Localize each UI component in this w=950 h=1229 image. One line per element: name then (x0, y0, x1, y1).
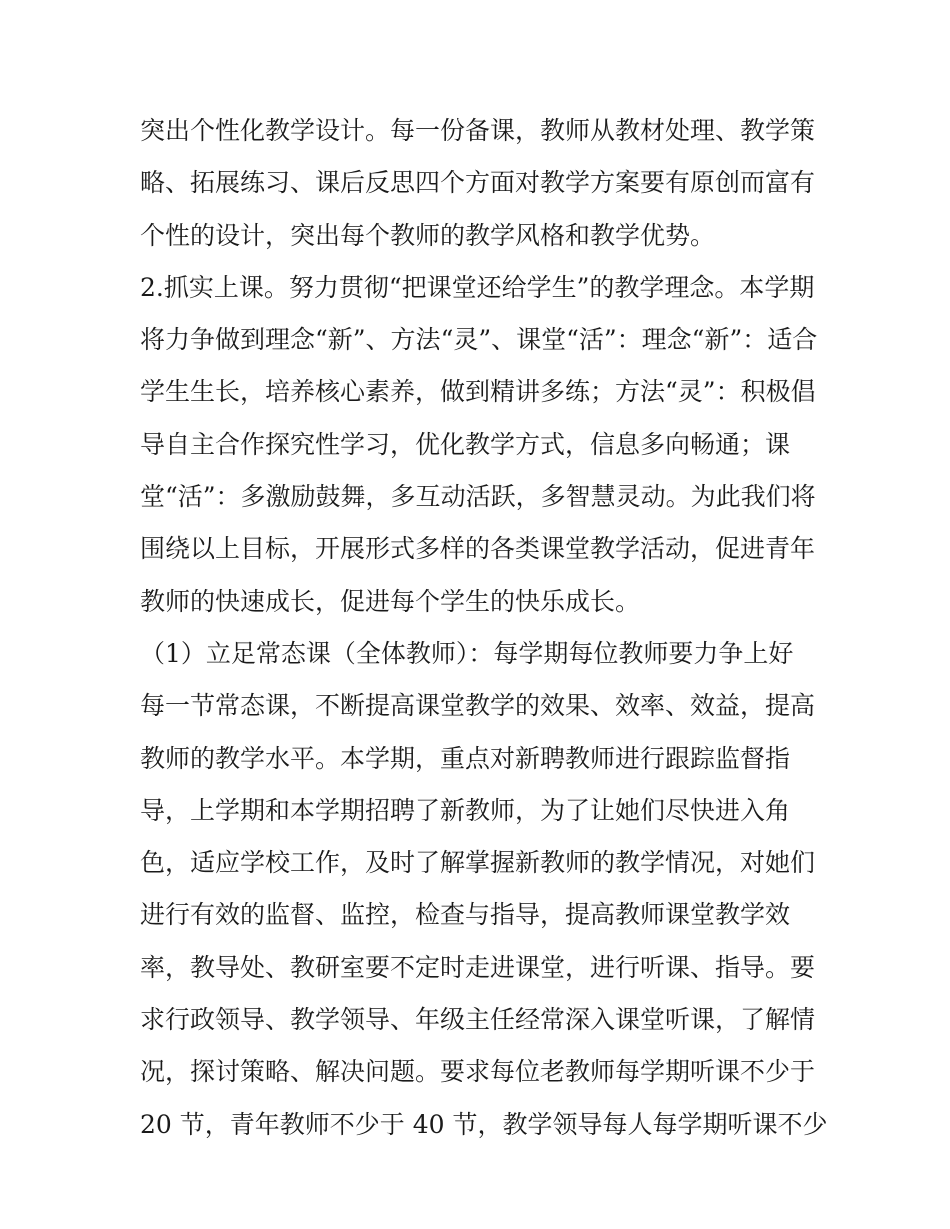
text-line: 2.抓实上课。努力贯彻“把课堂还给学生”的教学理念。本学期 (140, 272, 815, 302)
text-line: 略、拓展练习、课后反思四个方面对教学方案要有原创而富有 (140, 168, 816, 198)
text-line: 围绕以上目标，开展形式多样的各类课堂教学活动，促进青年 (140, 534, 816, 564)
text-line: 个性的设计，突出每个教师的教学风格和教学优势。 (140, 220, 716, 250)
text-line: 色，适应学校工作，及时了解掌握新教师的教学情况，对她们 (140, 848, 816, 878)
text-line: 学生生长，培养核心素养，做到精讲多练；方法“灵”：积极倡 (140, 377, 816, 407)
text-line: 将力争做到理念“新”、方法“灵”、课堂“活”：理念“新”：适合 (140, 325, 818, 355)
text-line: 教师的教学水平。本学期，重点对新聘教师进行跟踪监督指 (140, 743, 791, 773)
text-line: 突出个性化教学设计。每一份备课，教师从教材处理、教学策 (140, 116, 816, 145)
text-line: 求行政领导、教学领导、年级主任经常深入课堂听课，了解情 (140, 1005, 816, 1035)
text-line: 导自主合作探究性学习，优化教学方式，信息多向畅通；课 (140, 429, 791, 459)
text-line: 导，上学期和本学期招聘了新教师，为了让她们尽快进入角 (140, 795, 791, 825)
text-line: 进行有效的监督、监控，检查与指导，提高教师课堂教学效 (140, 900, 791, 930)
text-line: （1）立足常态课（全体教师）：每学期每位教师要力争上好 (140, 638, 794, 668)
text-line: 教师的快速成长，促进每个学生的快乐成长。 (140, 586, 641, 616)
text-line: 每一节常态课，不断提高课堂教学的效果、效率、效益，提高 (140, 691, 816, 721)
text-line: 况，探讨策略、解决问题。要求每位老教师每学期听课不少于 (140, 1057, 816, 1087)
body-text (140, 105, 828, 1151)
text-line: 20 节，青年教师不少于 40 节，教学领导每人每学期听课不少 (140, 1109, 828, 1139)
text-line: 堂“活”：多激励鼓舞，多互动活跃，多智慧灵动。为此我们将 (140, 482, 816, 512)
text-line: 率，教导处、教研室要不定时走进课堂，进行听课、指导。要 (140, 952, 816, 982)
